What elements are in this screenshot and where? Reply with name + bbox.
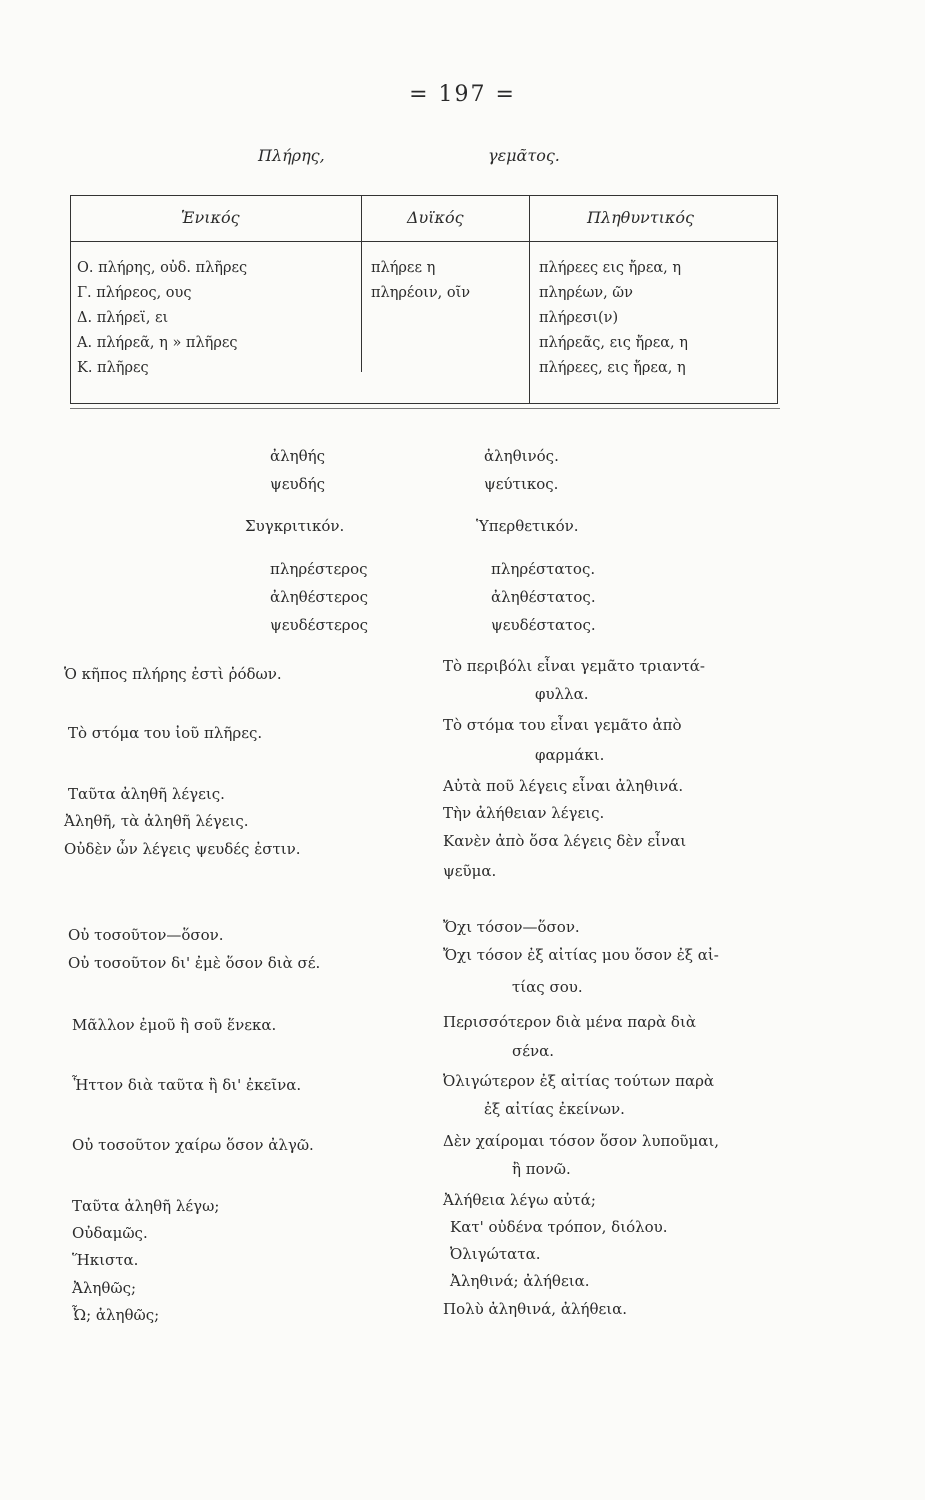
text-line: ἀληθέστατος. (491, 588, 596, 606)
text-line: Ὀλιγώτατα. (450, 1245, 541, 1263)
text-line: Ἀλήθεια λέγω αὐτά; (443, 1191, 596, 1209)
text-line: Κανὲν ἀπὸ ὅσα λέγεις δὲν εἶναι (443, 832, 687, 850)
plural-cell: πλήρεες εις ἤρεα, η (539, 260, 682, 276)
text-line: Τὴν ἀλήθειαν λέγεις. (443, 804, 605, 822)
dual-cell: πληρέοιν, οῖν (371, 285, 471, 301)
text-line: Ἀληθῆ, τὰ ἀληθῆ λέγεις. (64, 812, 249, 830)
text-line: Ὄχι τόσον ἐξ αἰτίας μου ὅσον ἐξ αἰ- (443, 946, 719, 964)
text-line: Τὸ στόμα του εἶναι γεμᾶτο ἀπὸ (443, 716, 682, 734)
singular-cell: Γ. πλήρεος, ους (77, 285, 192, 301)
text-line: Μᾶλλον ἐμοῦ ἢ σοῦ ἕνεκα. (72, 1016, 277, 1034)
text-line: Ὀλιγώτερον ἐξ αἰτίας τούτων παρὰ (443, 1072, 715, 1090)
heading-right: γεμᾶτος. (488, 146, 560, 165)
text-line: ψευδέστατος. (491, 616, 596, 634)
singular-cell: Κ. πλῆρες (77, 360, 149, 376)
plural-cell: πλήρεσι(ν) (539, 310, 619, 326)
text-line: Ὦ; ἀληθῶς; (72, 1306, 160, 1324)
text-line: Ταῦτα ἀληθῆ λέγω; (72, 1197, 220, 1215)
page-number: = 197 = (409, 82, 516, 107)
plural-cell: πληρέων, ῶν (539, 285, 633, 301)
text-line: Περισσότερον διὰ μένα παρὰ διὰ (443, 1013, 696, 1031)
text-line: ἢ πονῶ. (512, 1160, 571, 1178)
text-line: ἀληθινός. (484, 447, 559, 465)
singular-cell: Α. πλήρεᾶ, η » πλῆρες (77, 335, 238, 351)
text-line: Οὐδὲν ὧν λέγεις ψευδές ἐστιν. (64, 840, 301, 858)
text-line: Ἥκιστα. (72, 1251, 139, 1269)
section-label: Ὑπερθετικόν. (476, 517, 579, 535)
text-line: ψευδής (270, 475, 326, 493)
declension-table (70, 195, 778, 404)
text-line: Ὄχι τόσον—ὅσον. (443, 918, 580, 936)
text-line: πληρέστερος (270, 560, 368, 578)
column-divider (361, 196, 362, 372)
singular-cell: Δ. πλήρεϊ, ει (77, 310, 169, 326)
text-line: πληρέστατος. (491, 560, 596, 578)
dual-cell: πλήρεε η (371, 260, 436, 276)
table-underline (70, 408, 780, 409)
singular-cell: Ο. πλήρης, οὐδ. πλῆρες (77, 260, 248, 276)
text-line: ψεύτικος. (484, 475, 559, 493)
text-line: σένα. (512, 1042, 555, 1060)
section-label: Συγκριτικόν. (245, 517, 345, 535)
text-line: Τὸ στόμα του ἰοῦ πλῆρες. (68, 724, 263, 742)
header-plural: Πληθυντικός (587, 208, 694, 227)
plural-cell: πλήρεᾶς, εις ἤρεα, η (539, 335, 688, 351)
text-line: Οὐ τοσοῦτον χαίρω ὅσον ἀλγῶ. (72, 1136, 314, 1154)
text-line: ψεῦμα. (443, 862, 497, 880)
header-dual: Δυϊκός (407, 208, 464, 227)
text-line: φαρμάκι. (535, 746, 605, 764)
header-singular: Ἑνικός (181, 208, 240, 227)
text-line: ἀληθής (270, 447, 326, 465)
text-line: φυλλα. (535, 685, 589, 703)
text-line: Τὸ περιβόλι εἶναι γεμᾶτο τριαντά- (443, 657, 705, 675)
text-line: Πολὺ ἀληθινά, ἀλήθεια. (443, 1300, 628, 1318)
text-line: Οὐδαμῶς. (72, 1224, 148, 1242)
text-line: ἀληθέστερος (270, 588, 368, 606)
text-line: Δὲν χαίρομαι τόσον ὅσον λυποῦμαι, (443, 1132, 720, 1150)
text-line: Αὐτὰ ποῦ λέγεις εἶναι ἀληθινά. (443, 777, 684, 795)
text-line: Οὐ τοσοῦτον—ὅσον. (68, 926, 224, 944)
text-line: Ταῦτα ἀληθῆ λέγεις. (68, 785, 225, 803)
text-line: Οὐ τοσοῦτον δι' ἐμὲ ὅσον διὰ σέ. (68, 954, 321, 972)
text-line: Κατ' οὐδένα τρόπον, διόλου. (450, 1218, 668, 1236)
text-line: ἐξ αἰτίας ἐκείνων. (484, 1100, 625, 1118)
text-line: τίας σου. (512, 978, 583, 996)
text-line: Ἧττον διὰ ταῦτα ἢ δι' ἐκεῖνα. (72, 1076, 302, 1094)
column-divider (529, 196, 530, 403)
text-line: Ἀληθῶς; (72, 1279, 137, 1297)
text-line: ψευδέστερος (270, 616, 369, 634)
plural-cell: πλήρεες, εις ἤρεα, η (539, 360, 686, 376)
text-line: Ἀληθινά; ἀλήθεια. (450, 1272, 590, 1290)
heading-left: Πλήρης, (258, 146, 325, 165)
text-line: Ὁ κῆπος πλήρης ἐστὶ ῥόδων. (64, 665, 282, 683)
